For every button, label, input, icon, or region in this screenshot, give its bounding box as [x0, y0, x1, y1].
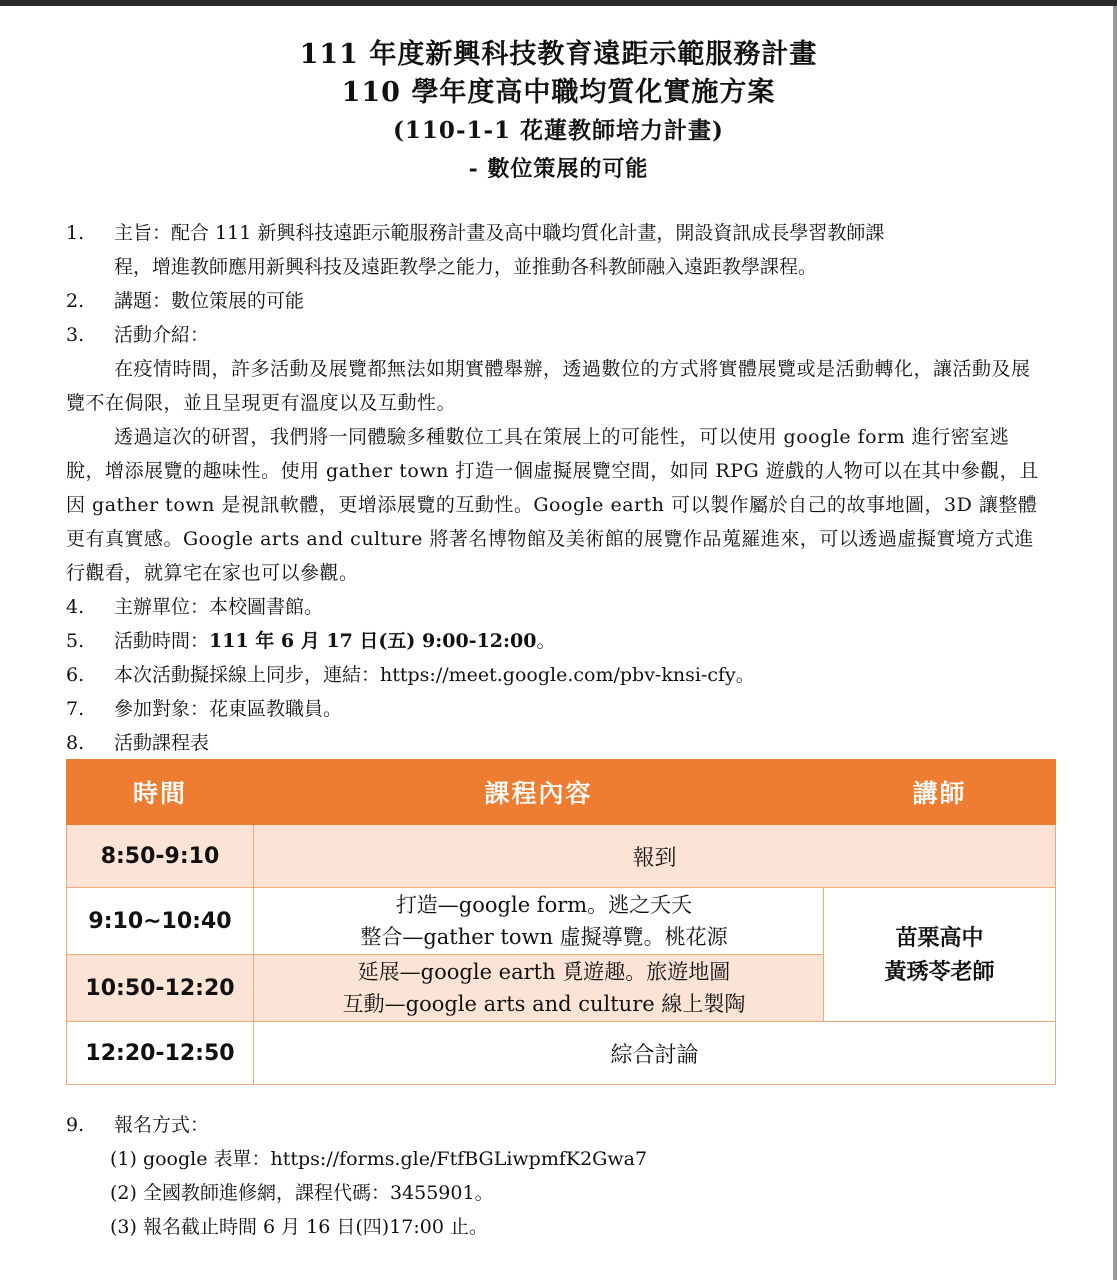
item-number: 8.	[66, 732, 85, 754]
signup-deadline: (3) 報名截止時間 6 月 16 日(四)17:00 止。	[110, 1216, 488, 1238]
vertical-scrollbar[interactable]	[1113, 6, 1117, 1280]
window-top-border	[0, 0, 1117, 6]
organizer-text: 主辦單位：本校圖書館。	[114, 596, 324, 618]
signup-label: 報名方式：	[114, 1114, 210, 1136]
time-cell: 8:50-9:10	[67, 825, 254, 888]
title-line-2: 110 學年度高中職均質化實施方案	[341, 77, 776, 108]
teacher-cell	[824, 888, 1056, 1022]
table-header-row	[67, 760, 1056, 825]
purpose-line-1: 主旨：配合 111 新興科技遠距示範服務計畫及高中職均質化計畫，開設資訊成長學習教師課	[114, 222, 885, 244]
item-number: 5.	[66, 630, 85, 652]
session-line: 打造—google form。逃之夭夭	[395, 893, 693, 917]
teacher-name: 黃琇苓老師	[884, 958, 995, 985]
session-line: 互動—google arts and culture 線上製陶	[342, 992, 746, 1016]
item-online-link	[66, 658, 1046, 692]
event-time-end: 。	[536, 630, 556, 652]
time-cell: 10:50-12:20	[67, 955, 254, 1022]
event-time-value: 111 年 6 月 17 日(五) 9:00-12:00	[209, 630, 537, 652]
item-topic	[66, 284, 1046, 318]
schedule-heading-text: 活動課程表	[114, 732, 210, 754]
item-audience	[66, 692, 1046, 726]
intro-heading-text: 活動介紹：	[114, 324, 210, 346]
title-line-3: (110-1-1 花蓮教師培力計畫)	[393, 117, 724, 144]
header-time: 時間	[67, 760, 254, 825]
item-number: 6.	[66, 664, 85, 686]
item-signup	[66, 1108, 1046, 1142]
table-row	[67, 825, 1056, 888]
item-event-time	[66, 624, 1046, 658]
event-time-label: 活動時間：	[114, 630, 210, 652]
item-purpose	[66, 216, 1046, 284]
item-number: 2.	[66, 290, 85, 312]
signup-google-form[interactable]: (1) google 表單：https://forms.gle/FtfBGLiwpmfK2Gwa7	[110, 1148, 648, 1170]
intro-paragraph-2: 透過這次的研習，我們將一同體驗多種數位工具在策展上的可能性，可以使用 google form 進行密室逃脫，增添展覽的趣味性。使用 gather town 打造一個虛擬展覽空間，如同 RPG 遊戲的人物可以在其中參觀，且因 gather town 是視訊軟體，更增添展覽的互動性。Google earth 可以製作屬於自己的故事地圖，3D 讓整體更有真實感。Google arts and culture 將著名博物館及美術館的展覽作品蒐羅進來，可以透過虛擬實境方式進行觀看，就算宅在家也可以參觀。	[66, 426, 1039, 584]
item-number: 9.	[66, 1114, 85, 1136]
content-cell	[254, 955, 824, 1022]
audience-text: 參加對象：花東區教職員。	[114, 698, 343, 720]
item-organizer	[66, 590, 1046, 624]
time-cell: 12:20-12:50	[67, 1022, 254, 1085]
content-cell	[254, 888, 824, 955]
signup-section	[66, 1108, 1046, 1244]
intro-paragraph-1: 在疫情時間，許多活動及展覽都無法如期實體舉辦，透過數位的方式將實體展覽或是活動轉化，讓活動及展覽不在侷限，並且呈現更有溫度以及互動性。	[66, 358, 1031, 414]
item-schedule-heading	[66, 726, 1046, 760]
session-line: 延展—google earth 覓遊趣。旅遊地圖	[357, 960, 731, 984]
header-teacher: 講師	[824, 760, 1056, 825]
title-line-1: 111 年度新興科技教育遠距示範服務計畫	[299, 39, 818, 70]
item-intro-heading	[66, 318, 1046, 352]
schedule-table	[66, 759, 1056, 1085]
item-number: 3.	[66, 324, 85, 346]
content-cell: 綜合討論	[254, 1022, 1056, 1085]
online-link-text[interactable]: 本次活動擬採線上同步，連結：https://meet.google.com/pbv-knsi-cfy。	[114, 664, 755, 686]
teacher-school: 苗栗高中	[895, 924, 984, 951]
title-line-4: - 數位策展的可能	[468, 156, 649, 182]
item-number: 1.	[66, 222, 85, 244]
topic-text: 講題：數位策展的可能	[114, 290, 305, 312]
header-content: 課程內容	[254, 760, 824, 825]
table-row	[67, 888, 1056, 955]
content-cell: 報到	[254, 825, 1056, 888]
session-line: 整合—gather town 虛擬導覽。桃花源	[360, 925, 728, 949]
purpose-line-2: 程，增進教師應用新興科技及遠距教學之能力，並推動各科教師融入遠距教學課程。	[114, 256, 818, 278]
document-body	[66, 216, 1046, 760]
table-row	[67, 1022, 1056, 1085]
item-number: 7.	[66, 698, 85, 720]
signup-course-code: (2) 全國教師進修網，課程代碼：3455901。	[110, 1182, 494, 1204]
document-title	[0, 36, 1117, 188]
time-cell: 9:10~10:40	[67, 888, 254, 955]
item-number: 4.	[66, 596, 85, 618]
